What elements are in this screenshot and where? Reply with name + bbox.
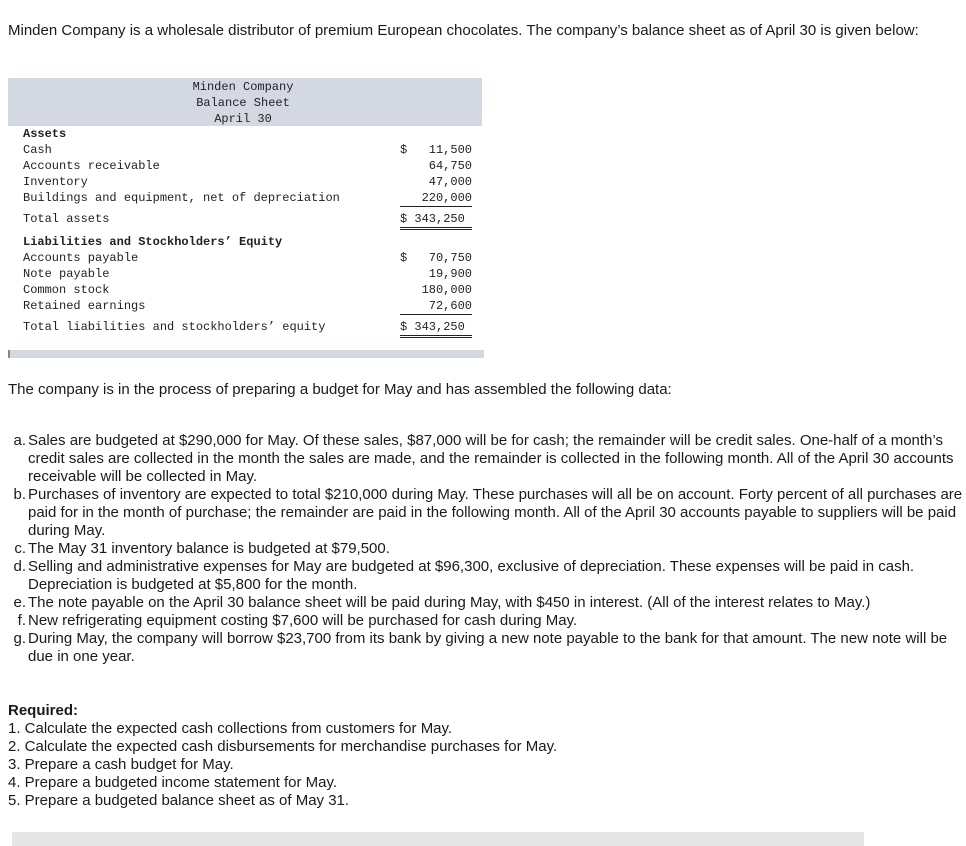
balance-sheet-header xyxy=(8,78,482,126)
total-assets-row xyxy=(23,211,473,227)
cs-value: 180,000 xyxy=(421,283,472,297)
balance-sheet xyxy=(8,78,482,334)
total-le-value: $ 343,250 xyxy=(400,319,472,338)
liabilities-heading: Liabilities and Stockholders’ Equity xyxy=(23,235,283,249)
list-item xyxy=(13,486,966,540)
total-le-row xyxy=(23,319,473,335)
ap-dollar-sign: $ xyxy=(400,251,408,265)
list-item-text: The note payable on the April 30 balance sheet will be paid during May, with $450 in interest. (All of the interest relates to May.) xyxy=(28,594,871,611)
buildings-label: Buildings and equipment, net of depreciation xyxy=(23,191,340,205)
required-section xyxy=(8,702,557,810)
cs-row xyxy=(23,282,473,298)
company-name: Minden Company xyxy=(192,80,294,94)
required-item-2: 2. Calculate the expected cash disbursements for merchandise purchases for May. xyxy=(8,738,558,755)
list-item xyxy=(13,558,966,594)
list-item-text: During May, the company will borrow $23,700 from its bank by giving a new note payable to the bank for that amount. The new note will be due in one year. xyxy=(28,630,948,665)
np-value: 19,900 xyxy=(428,267,472,281)
liabilities-heading-row xyxy=(23,234,473,250)
list-item-text: New refrigerating equipment costing $7,600 will be purchased for cash during May. xyxy=(28,612,578,629)
total-assets-label: Total assets xyxy=(23,212,110,226)
inventory-row xyxy=(23,174,473,190)
buildings-value: 220,000 xyxy=(400,190,472,207)
total-assets-value: $ 343,250 xyxy=(400,211,472,230)
list-item-text: Selling and administrative expenses for May are budgeted at $96,300, exclusive of depreciation. These expenses will be paid in cash. Depreciation is budgeted at $5,800 for the month. xyxy=(28,558,915,593)
list-item-text: Purchases of inventory are expected to total $210,000 during May. These purchases will all be on account. Forty percent of all purchases are paid for in the month of purchase; the remainder are paid in the following month. All of the April 30 accounts payable to suppliers will be paid during May. xyxy=(28,486,963,539)
list-item xyxy=(13,432,966,486)
np-label: Note payable xyxy=(23,267,110,281)
re-label: Retained earnings xyxy=(23,299,146,313)
list-item-marker: d. xyxy=(13,558,26,575)
list-item-marker: g. xyxy=(13,630,26,647)
required-item-1: 1. Calculate the expected cash collections from customers for May. xyxy=(8,720,453,737)
budget-data-list xyxy=(8,432,966,666)
ap-label: Accounts payable xyxy=(23,251,139,265)
list-item-marker: f. xyxy=(17,612,26,629)
list-item xyxy=(13,594,966,612)
ar-value: 64,750 xyxy=(428,159,472,173)
intro-paragraph: Minden Company is a wholesale distributor of premium European chocolates. The company’s balance sheet as of April 30 is given below: xyxy=(8,22,919,39)
inventory-label: Inventory xyxy=(23,175,88,189)
total-le-label: Total liabilities and stockholders’ equity xyxy=(23,320,326,334)
list-item-marker: a. xyxy=(13,432,26,449)
cash-dollar-sign: $ xyxy=(400,143,408,157)
re-value: 72,600 xyxy=(400,298,472,315)
ap-row xyxy=(23,250,473,266)
assets-heading: Assets xyxy=(23,127,67,141)
cash-row xyxy=(23,142,473,158)
inventory-value: 47,000 xyxy=(428,175,472,189)
cash-value: 11,500 xyxy=(428,143,472,157)
ar-row xyxy=(23,158,473,174)
buildings-row xyxy=(23,190,473,206)
cash-label: Cash xyxy=(23,143,52,157)
list-item xyxy=(14,540,966,558)
required-item-4: 4. Prepare a budgeted income statement for May. xyxy=(8,774,338,791)
assets-heading-row xyxy=(23,126,473,142)
statement-date: April 30 xyxy=(214,112,272,126)
required-item-5: 5. Prepare a budgeted balance sheet as of May 31. xyxy=(8,792,350,809)
list-item-marker: b. xyxy=(13,486,26,503)
list-item xyxy=(13,630,966,666)
re-row xyxy=(23,298,473,314)
list-item-marker: e. xyxy=(13,594,26,611)
balance-sheet-footer-bar xyxy=(8,350,484,358)
list-item-marker: c. xyxy=(14,540,26,557)
required-item-3: 3. Prepare a cash budget for May. xyxy=(8,756,234,773)
ar-label: Accounts receivable xyxy=(23,159,160,173)
list-item-text: Sales are budgeted at $290,000 for May. Of these sales, $87,000 will be for cash; the remainder will be credit sales. One-half of a month’s credit sales are collected in the month the sales are made, and the remainder is collected in the following month. All of the April 30 accounts receivable will be collected in May. xyxy=(28,432,954,485)
required-heading: Required: xyxy=(8,702,79,719)
list-item-text: The May 31 inventory balance is budgeted at $79,500. xyxy=(28,540,390,557)
ap-value: 70,750 xyxy=(428,251,472,265)
budget-intro-paragraph: The company is in the process of preparing a budget for May and has assembled the following data: xyxy=(8,381,672,398)
statement-title: Balance Sheet xyxy=(196,96,290,110)
np-row xyxy=(23,266,473,282)
answer-area-bar xyxy=(12,832,864,846)
list-item xyxy=(17,612,966,630)
cs-label: Common stock xyxy=(23,283,110,297)
